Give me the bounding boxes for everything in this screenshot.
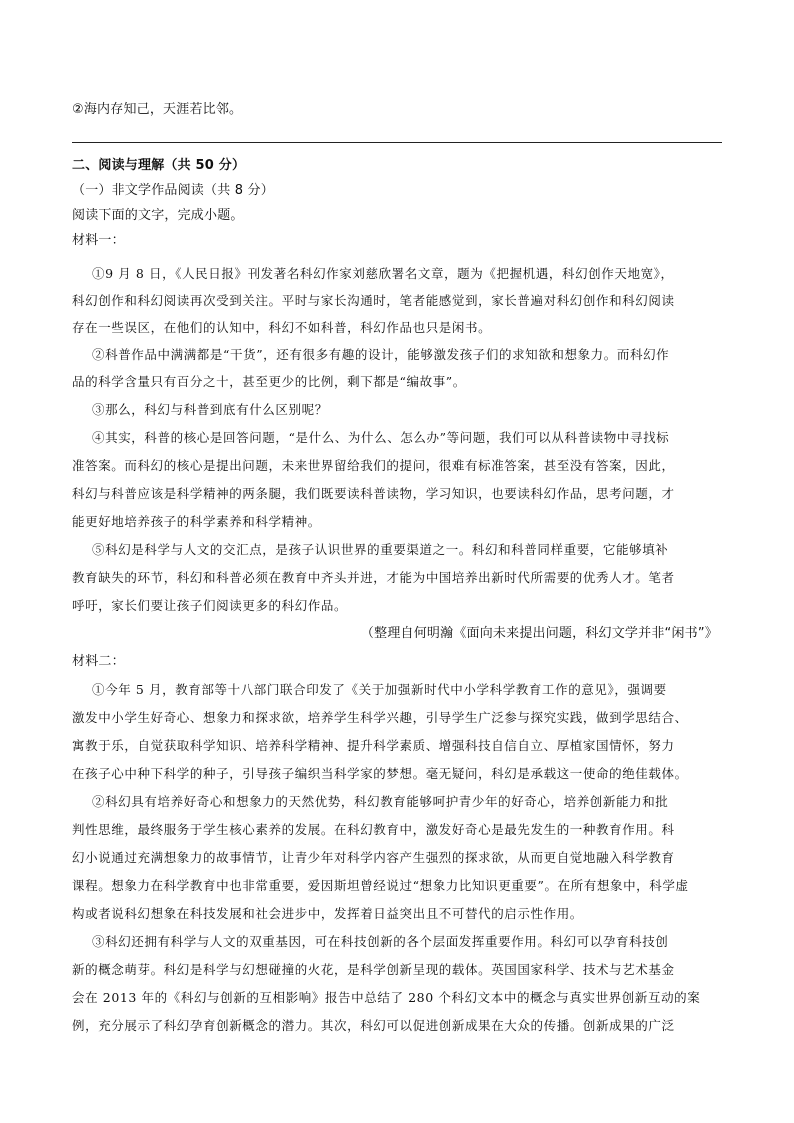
material1-source: （整理自何明瀚《面向未来提出问题，科幻文学并非“闲书”》 [360,626,718,641]
poem-line: ②海内存知己，天涯若比邻。 [72,102,243,117]
material2-line: 课程。想象力在科学教育中也非常重要，爱因斯坦曾经说过“想象力比知识更重要”。在所有想象中，科学虚 [72,878,689,893]
material1-line: 品的科学含量只有百分之十，甚至更少的比例，剩下都是“编故事”。 [72,374,466,389]
material1-line: 准答案。而科幻的核心是提出问题，未来世界留给我们的提问，很难有标准答案，甚至没有答案，因此， [72,458,675,473]
material2-line: ③科幻还拥有科学与人文的双重基因，可在科技创新的各个层面发挥重要作用。科幻可以孕育科技创 [92,934,669,949]
material2-line: 会在 2013 年的《科幻与创新的互相影响》报告中总结了 280 个科幻文本中的概念与真实世界创新互动的案 [72,990,701,1005]
material1-line: ⑤科幻是科学与人文的交汇点，是孩子认识世界的重要渠道之一。科幻和科普同样重要，它能够填补 [92,542,669,557]
material2-label: 材料二： [72,654,125,669]
material2-line: 幻小说通过充满想象力的故事情节，让青少年对科学内容产生强烈的探求欲，从而更自觉地融入科学教育 [72,850,675,865]
material1-line: 呼吁，家长们要让孩子们阅读更多的科幻作品。 [72,598,348,613]
material2-line: 激发中小学生好奇心、想象力和探求欲，培养学生科学兴趣，引导学生广泛参与探究实践，做到学思结合、 [72,710,688,725]
material1-line: 科幻与科普应该是科学精神的两条腿，我们既要读科普读物，学习知识，也要读科幻作品，思考问题，才 [72,486,675,501]
divider [72,142,722,143]
instruction: 阅读下面的文字，完成小题。 [72,208,244,223]
material1-line: ②科普作品中满满都是“干货”，还有很多有趣的设计，能够激发孩子们的求知欲和想象力。而科幻作 [92,347,670,362]
material1-line: 存在一些误区，在他们的认知中，科幻不如科普，科幻作品也只是闲书。 [72,320,492,335]
material1-line: 教育缺失的环节，科幻和科普必须在教育中齐头并进，才能为中国培养出新时代所需要的优秀人才。笔者 [72,570,675,585]
material1-line: ④其实，科普的核心是回答问题，“是什么、为什么、怎么办”等问题，我们可以从科普读物中寻找标 [92,430,670,445]
material2-line: 判性思维，最终服务于学生核心素养的发展。在科幻教育中，激发好奇心是最先发生的一种教育作用。科 [72,822,675,837]
material2-line: 构或者说科幻想象在科技发展和社会进步中，发挥着日益突出且不可替代的启示性作用。 [72,906,583,921]
material2-line: 在孩子心中种下科学的种子，引导孩子编织当科学家的梦想。毫无疑问，科幻是承载这一使命的绝佳载体。 [72,766,688,781]
material2-line: 寓教于乐，自觉获取科学知识、培养科学精神、提升科学素质、增强科技自信自立、厚植家国情怀，努力 [72,738,675,753]
material2-line: ②科幻具有培养好奇心和想象力的天然优势，科幻教育能够呵护青少年的好奇心，培养创新能力和批 [92,794,669,809]
material1-line: 科幻创作和科幻阅读再次受到关注。平时与家长沟通时，笔者能感觉到，家长普遍对科幻创作和科幻阅读 [72,293,675,308]
material2-line: ①今年 5 月，教育部等十八部门联合印发了《关于加强新时代中小学科学教育工作的意见》，强调要 [92,682,667,697]
subsection-title: （一）非文学作品阅读（共 8 分） [72,183,274,198]
material1-line: ①9 月 8 日，《人民日报》刊发著名科幻作家刘慈欣署名文章，题为《把握机遇，科幻创作天地宽》， [92,266,674,281]
material2-line: 新的概念萌芽。科幻是科学与幻想碰撞的火花，是科学创新呈现的载体。英国国家科学、技术与艺术基金 [72,962,675,977]
material2-line: 例，充分展示了科幻孕育创新概念的潜力。其次，科幻可以促进创新成果在大众的传播。创新成果的广泛 [72,1018,675,1033]
material1-label: 材料一： [72,233,125,248]
material1-line: 能更好地培养孩子的科学素养和科学精神。 [72,514,321,529]
section-title: 二、阅读与理解（共 50 分） [72,158,246,173]
material1-line: ③那么，科幻与科普到底有什么区别呢？ [92,402,328,417]
